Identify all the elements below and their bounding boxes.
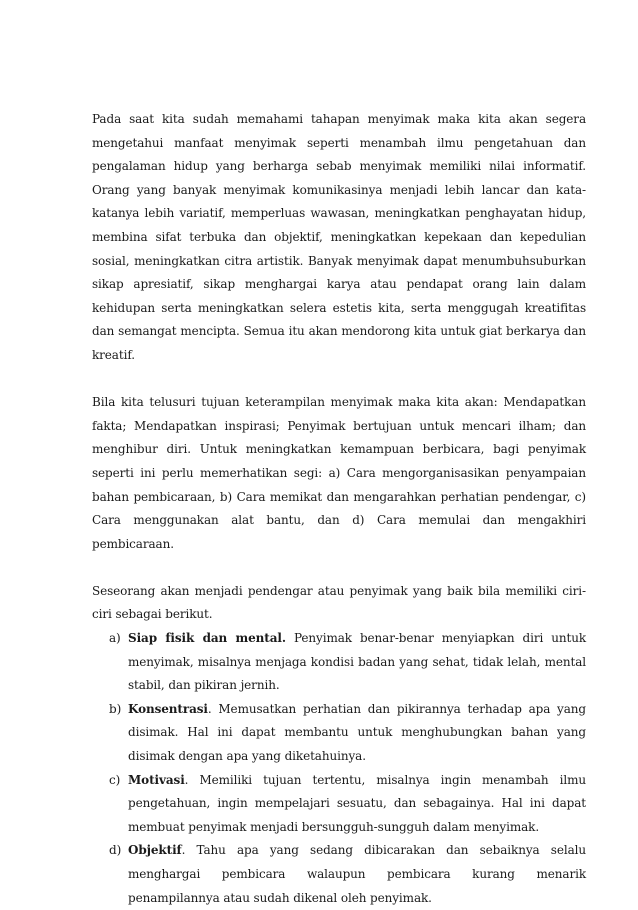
list-item: [92, 698, 586, 769]
list-item-term: Motivasi: [128, 772, 185, 787]
paragraph-goals: Bila kita telusuri tujuan keterampilan menyimak maka kita akan: Mendapatkan fakta; Mendapatkan inspirasi; Penyimak bertujuan untuk mencari ilham; dan menghibur diri. Untuk meningkatkan kemampuan berbicara, bagi penyimak seperti ini perlu memerhatikan segi: a) Cara mengorganisasikan penyampaian bahan pembicaraan, b) Cara memikat dan mengarahkan perhatian pendengar, c) Cara menggunakan alat bantu, dan d) Cara memulai dan mengakhiri pembicaraan.: [92, 395, 586, 551]
document-body: [92, 108, 586, 910]
list-item-text: . Tahu apa yang sedang dibicarakan dan sebaiknya selalu menghargai pembicara walaupun pembicara kurang menarik penampilannya atau sudah dikenal oleh penyimak.: [128, 843, 586, 905]
list-item-text: . Memiliki tujuan tertentu, misalnya ingin menambah ilmu pengetahuan, ingin mempelajari sesuatu, dan sebagainya. Hal ini dapat membuat penyimak menjadi bersungguh-sungguh dalam menyimak.: [128, 772, 586, 834]
paragraph-benefits: Pada saat kita sudah memahami tahapan menyimak maka kita akan segera mengetahui manfaat menyimak seperti menambah ilmu pengetahuan dan pengalaman hidup yang berharga sebab menyimak memiliki nilai informatif. Orang yang banyak menyimak komunikasinya menjadi lebih lancar dan kata-katanya lebih variatif, memperluas wawasan, meningkatkan penghayatan hidup, membina sifat terbuka dan objektif, meningkatkan kepekaan dan kepedulian sosial, meningkatkan citra artistik. Banyak menyimak dapat menumbuhsuburkan sikap apresiatif, sikap menghargai karya atau pendapat orang lain dalam kehidupan serta meningkatkan selera estetis kita, serta menggugah kreatifitas dan semangat mencipta. Semua itu akan mendorong kita untuk giat berkarya dan kreatif.: [92, 112, 586, 362]
list-item-text: . Memusatkan perhatian dan pikirannya terhadap apa yang disimak. Hal ini dapat membantu untuk menghubungkan bahan yang disimak dengan apa yang diketahuinya.: [128, 701, 586, 764]
list-item: [92, 839, 586, 910]
list-item-term: Siap fisik dan mental.: [128, 631, 286, 646]
list-item-term: Konsentrasi: [128, 701, 208, 716]
list-marker: d): [109, 843, 122, 858]
list-marker: c): [109, 772, 121, 787]
list-item: [92, 627, 586, 698]
paragraph-characteristics-intro: Seseorang akan menjadi pendengar atau penyimak yang baik bila memiliki ciri-ciri sebagai berikut.: [92, 583, 586, 622]
list-item-text: Penyimak benar-benar menyiapkan diri untuk menyimak, misalnya menjaga kondisi badan yang sehat, tidak lelah, mental stabil, dan pikiran jernih.: [128, 631, 587, 693]
list-marker: b): [109, 701, 122, 716]
list-marker: a): [109, 631, 121, 646]
characteristics-list: [92, 627, 586, 910]
list-item-term: Objektif: [128, 843, 182, 858]
list-item: [92, 769, 586, 840]
